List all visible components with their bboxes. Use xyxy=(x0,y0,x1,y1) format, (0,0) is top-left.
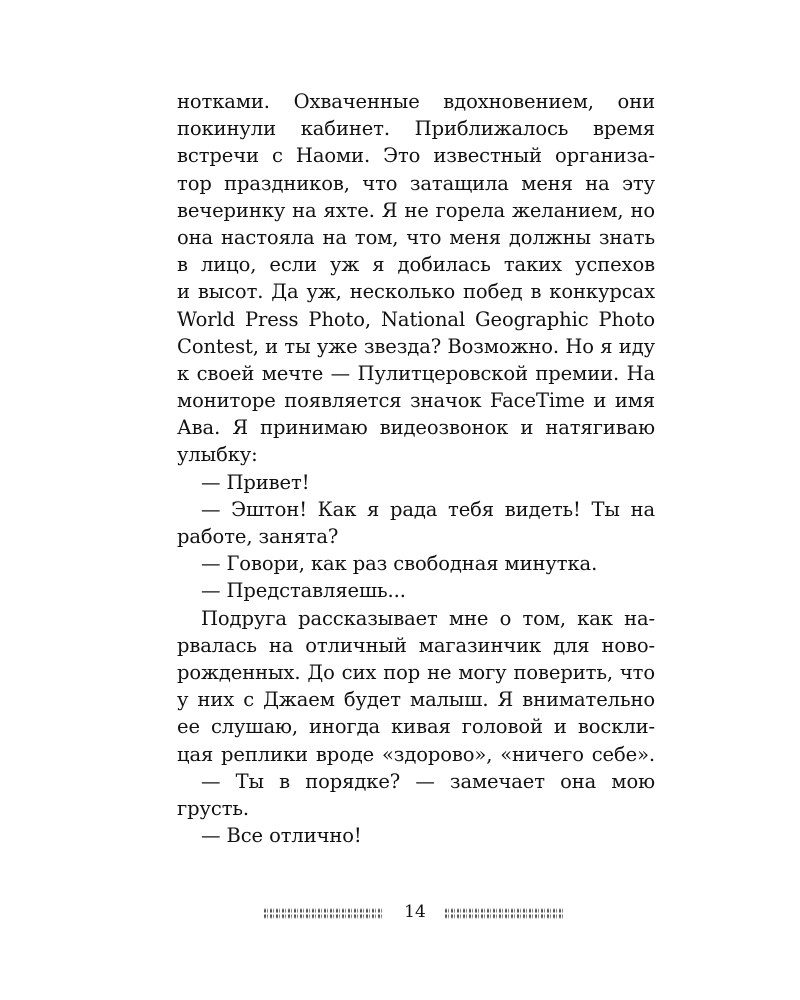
text-line: тор праздников, что затащила меня на эту xyxy=(177,171,655,195)
text-line: рожденных. До сих пор не могу поверить, что xyxy=(177,660,655,684)
right-ornament-icon xyxy=(445,908,565,919)
text-line: цая реплики вроде «здорово», «ничего себе». xyxy=(177,742,655,766)
text-line: к своей мечте — Пулитцеровской премии. На xyxy=(177,361,655,385)
text-line: нотками. Охваченные вдохновением, они xyxy=(177,90,655,113)
text-line: вечеринку на яхте. Я не горела желанием, но xyxy=(177,198,655,222)
text-line: она настояла на том, что меня должны знать xyxy=(177,225,655,249)
dialogue-line: — Эштон! Как я рада тебя видеть! Ты на xyxy=(201,497,655,521)
dialogue-line: — Все отлично! xyxy=(201,824,362,848)
text-line: и высот. Да уж, несколько побед в конкурсах xyxy=(177,280,655,304)
text-line: мониторе появляется значок FaceTime и имя xyxy=(177,389,655,413)
text-line: покинули кабинет. Приближалось время xyxy=(177,117,655,141)
page-number: 14 xyxy=(404,902,426,922)
text-line: Ава. Я принимаю видеозвонок и натягиваю xyxy=(177,416,655,440)
left-ornament-icon xyxy=(264,908,384,919)
page-footer xyxy=(0,900,800,930)
dialogue-line: — Ты в порядке? — замечает она мою xyxy=(201,769,655,793)
text-line: у них с Джаем будет малыш. Я внимательно xyxy=(177,688,655,712)
dialogue-line: — Представляешь... xyxy=(201,579,406,603)
dialogue-line: — Говори, как раз свободная минутка. xyxy=(201,552,598,576)
text-line: работе, занята? xyxy=(177,525,339,548)
text-line: рвалась на отличный магазинчик для ново- xyxy=(177,633,655,657)
text-line: Contest, и ты уже звезда? Возможно. Но я иду xyxy=(177,334,655,358)
text-line: грусть. xyxy=(177,796,249,820)
text-line: улыбку: xyxy=(177,443,258,467)
text-line: в лицо, если уж я добилась таких успехов xyxy=(177,253,655,277)
text-line: встречи с Наоми. Это известный организа- xyxy=(177,144,655,168)
text-line: World Press Photo, National Geographic Photo xyxy=(177,307,655,331)
body-text xyxy=(177,88,655,849)
dialogue-line: — Привет! xyxy=(201,470,310,494)
paragraph-start-line: Подруга рассказывает мне о том, как на- xyxy=(201,606,655,630)
text-line: ее слушаю, иногда кивая головой и воскли- xyxy=(177,715,655,739)
